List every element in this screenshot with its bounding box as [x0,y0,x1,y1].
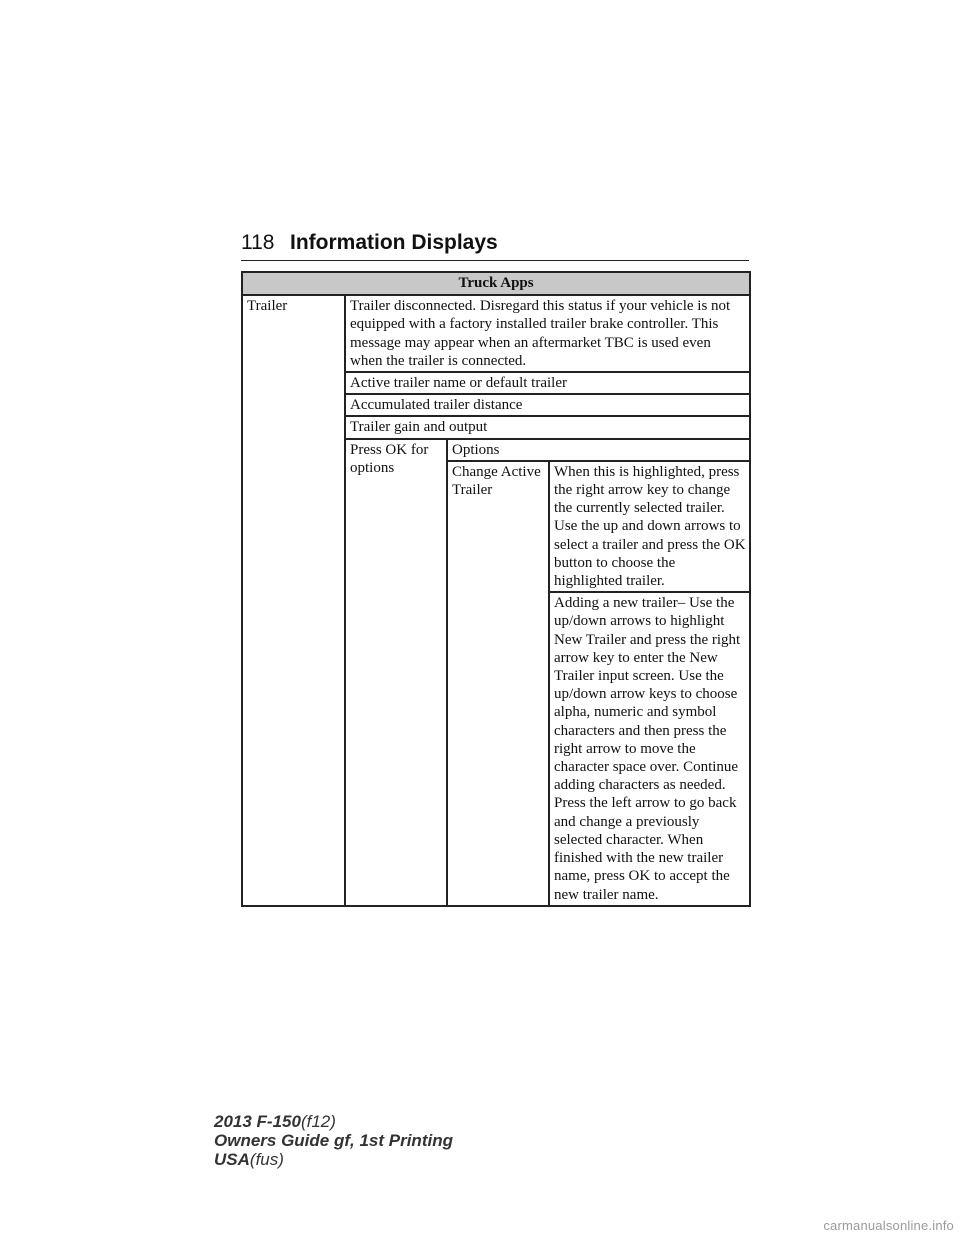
footer-model: 2013 F-150 [214,1112,301,1131]
table-row: Trailer disconnected. Disregard this status if your vehicle is not equipped with a factory installed trailer brake controller. This message may appear when an aftermarket TBC is used even when the trailer is connected. [345,295,750,372]
table-row: Trailer gain and output [345,416,750,438]
truck-apps-table [241,271,751,907]
footer-guide: Owners Guide gf, 1st Printing [214,1131,453,1150]
section-title: Information Displays [290,231,498,254]
table-row: Accumulated trailer distance [345,394,750,416]
options-label-cell: Options [447,439,750,461]
print-footer [214,1112,453,1169]
watermark: carmanualsonline.info [823,1218,954,1233]
table-title: Truck Apps [242,272,750,295]
category-cell: Trailer [242,295,345,906]
page-number: 118 [241,231,275,254]
page-header [241,229,749,261]
table-row: Active trailer name or default trailer [345,372,750,394]
press-ok-cell: Press OK for options [345,439,447,906]
change-active-trailer-cell: Change Active Trailer [447,461,549,906]
footer-region-code: (fus) [249,1150,284,1169]
footer-region: USA [214,1150,250,1169]
footer-model-code: (f12) [300,1112,336,1131]
change-description-cell: When this is highlighted, press the right arrow key to change the currently selected trailer. Use the up and down arrows to select a trailer and press the OK button to choose the highlighted trailer. [549,461,750,592]
adding-trailer-description-cell: Adding a new trailer– Use the up/down arrows to highlight New Trailer and press the right arrow key to enter the New Trailer input screen. Use the up/down arrow keys to choose alpha, numeric and symbol characters and then press the right arrow to move the character space over. Continue adding characters as needed. Press the left arrow to go back and change a previously selected character. When finished with the new trailer name, press OK to accept the new trailer name. [549,592,750,905]
